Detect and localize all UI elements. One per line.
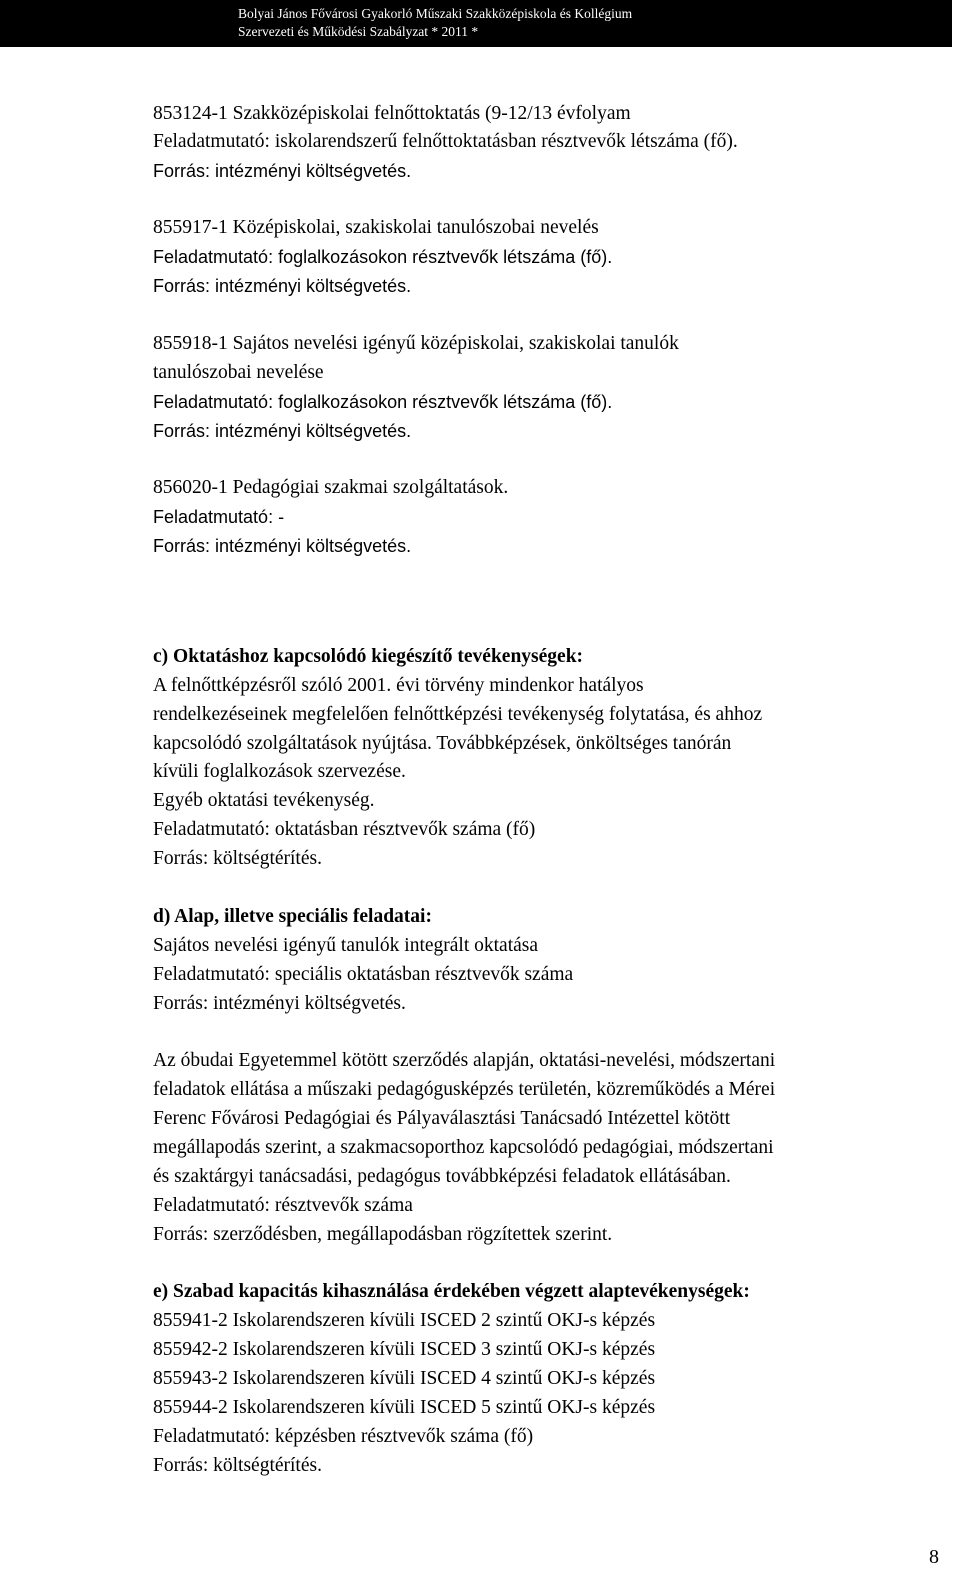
text-line: Feladatmutató: - [153,507,285,527]
text-line: rendelkezéseinek megfelelően felnőttképzési tevékenység folytatása, és ahhoz [153,704,763,725]
text-line: feladatok ellátása a műszaki pedagógusképzés területén, közreműködés a Mérei [153,1079,776,1100]
text-line: 855944-2 Iskolarendszeren kívüli ISCED 5 szintű OKJ-s képzés [153,1397,656,1418]
section-heading-d: d) Alap, illetve speciális feladatai: [153,906,432,927]
text-line: 855917-1 Középiskolai, szakiskolai tanulószobai nevelés [153,217,599,238]
text-line: A felnőttképzésről szóló 2001. évi törvény mindenkor hatályos [153,675,644,696]
page-number: 8 [929,1546,939,1568]
text-line: 855943-2 Iskolarendszeren kívüli ISCED 4 szintű OKJ-s képzés [153,1368,656,1389]
text-line: Feladatmutató: foglalkozásokon résztvevők létszáma (fő). [153,392,613,412]
text-line: kívüli foglalkozások szervezése. [153,761,406,782]
document-header [0,0,952,47]
text-line: Feladatmutató: speciális oktatásban résztvevők száma [153,964,574,985]
text-line: és szaktárgyi tanácsadási, pedagógus továbbképzési feladatok ellátásában. [153,1166,731,1187]
section-heading-c: c) Oktatáshoz kapcsolódó kiegészítő tevékenységek: [153,646,584,667]
text-line: Forrás: intézményi költségvetés. [153,276,412,296]
text-line: Forrás: intézményi költségvetés. [153,993,406,1014]
text-line: Forrás: intézményi költségvetés. [153,161,412,181]
section-heading-e: e) Szabad kapacitás kihasználása érdekében végzett alaptevékenységek: [153,1281,750,1302]
header-document-title: Szervezeti és Működési Szabályzat * 2011 * [238,24,479,39]
text-line: Feladatmutató: képzésben résztvevők száma (fő) [153,1426,534,1447]
text-line: Feladatmutató: résztvevők száma [153,1195,413,1216]
text-line: Forrás: szerződésben, megállapodásban rögzítettek szerint. [153,1224,613,1245]
header-school-name: Bolyai János Fővárosi Gyakorló Műszaki Szakközépiskola és Kollégium [238,6,633,21]
text-line: Feladatmutató: iskolarendszerű felnőttoktatásban résztvevők létszáma (fő). [153,131,738,152]
text-line: Forrás: intézményi költségvetés. [153,536,412,556]
text-line: kapcsolódó szolgáltatások nyújtása. Továbbképzések, önköltséges tanórán [153,733,732,754]
text-line: 853124-1 Szakközépiskolai felnőttoktatás (9-12/13 évfolyam [153,103,631,124]
text-line: Feladatmutató: oktatásban résztvevők száma (fő) [153,819,536,840]
text-line: Forrás: költségtérítés. [153,1455,322,1476]
text-line: 855942-2 Iskolarendszeren kívüli ISCED 3 szintű OKJ-s képzés [153,1339,656,1360]
text-line: megállapodás szerint, a szakmacsoporthoz kapcsolódó pedagógiai, módszertani [153,1137,774,1158]
text-line: Az óbudai Egyetemmel kötött szerződés alapján, oktatási-nevelési, módszertani [153,1050,776,1071]
text-line: 855941-2 Iskolarendszeren kívüli ISCED 2 szintű OKJ-s képzés [153,1310,656,1331]
text-line: Egyéb oktatási tevékenység. [153,790,375,811]
text-line: Forrás: költségtérítés. [153,848,322,869]
text-line: Sajátos nevelési igényű tanulók integrált oktatása [153,935,539,956]
text-line: Forrás: intézményi költségvetés. [153,421,412,441]
text-line: 856020-1 Pedagógiai szakmai szolgáltatások. [153,477,509,498]
text-line: Ferenc Fővárosi Pedagógiai és Pályaválasztási Tanácsadó Intézettel kötött [153,1108,731,1129]
text-line: tanulószobai nevelése [153,362,324,383]
text-line: Feladatmutató: foglalkozásokon résztvevők létszáma (fő). [153,247,613,267]
text-line: 855918-1 Sajátos nevelési igényű középiskolai, szakiskolai tanulók [153,333,679,354]
